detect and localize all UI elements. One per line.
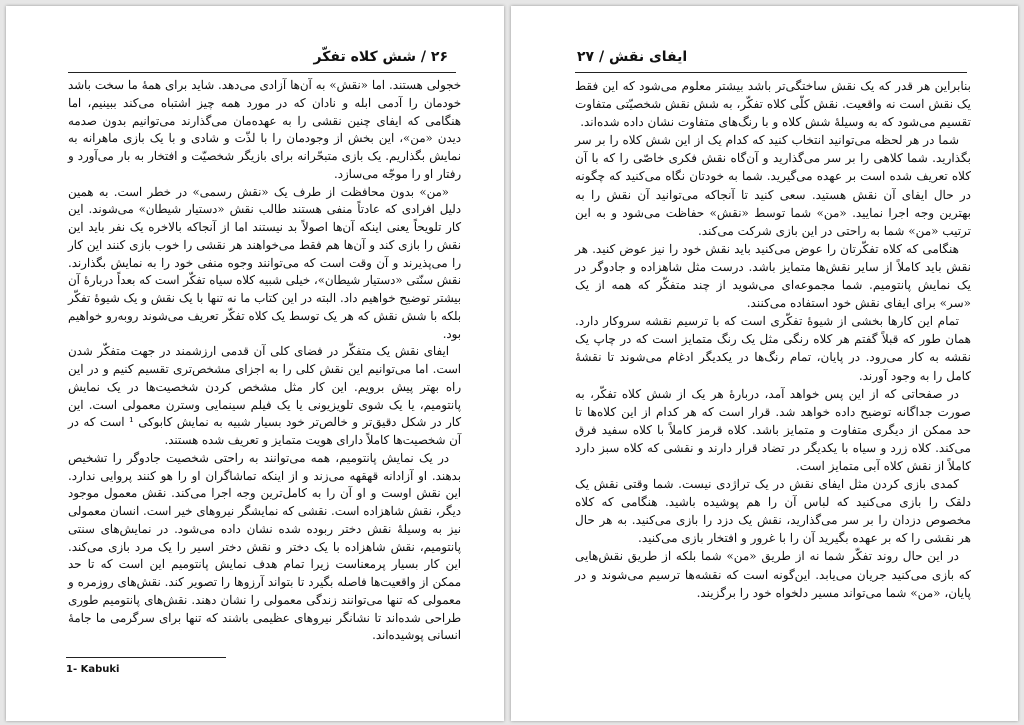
page-body	[575, 77, 971, 602]
footnote-divider	[66, 657, 226, 658]
paragraph: «من» بدون محافظت از طرف یک «نقش رسمی» در خطر است. به همین دلیل افرادی که عادتاً منفی هستند طالب نقش «دستیار شیطان» می‌شوند. این کار تلویحاً یعنی اینکه آن‌ها اصولاً بد نیستند اما از آنجاکه بالاخره یک نفر باید این نقش را بازی کند و آن‌ها هم فقط می‌خواهند هر نقشی را خوب بازی کنند این کار را می‌پذیرند و آن وقت است که می‌توانند وجوه منفی خود را به نمایش بگذارند. نقش سنّتی «دستیار شیطان»، خیلی شبیه کلاه سیاه تفکّر است که بعداً دربارهٔ آن بیشتر توضیح خواهیم داد. البته در این کتاب ما نه تنها با یک نقش و یک شیوهٔ تفکّر بلکه با شش نقش که هر یک توسط یک کلاه تفکّر تعریف می‌شوند روبه‌رو خواهیم بود.	[68, 184, 461, 341]
page-header: ایفای نقش / ۲۷	[577, 49, 688, 65]
right-page	[511, 6, 1018, 721]
left-page	[6, 6, 504, 721]
page-body	[68, 77, 461, 645]
paragraph: هنگامی که کلاه تفکّرتان را عوض می‌کنید باید نقش خود را نیز عوض کنید. هر نقش باید کاملاً از سایر نقش‌ها متمایز باشد. درست مثل شاهزاده و جادوگر در یک نمایش پانتومیم. شما مجموعه‌ای می‌شوید از چند متفکّر که همه از یک «سر» برای ایفای نقش خود استفاده می‌کنند.	[575, 241, 971, 311]
paragraph: تمام این کارها بخشی از شیوهٔ تفکّری است که با ترسیم نقشه سروکار دارد. همان طور که قبلاً گفتم هر کلاه رنگی مثل یک رنگ متمایز است که در چاپ یک نقشه به کار می‌رود. در پایان، تمام رنگ‌ها در یکدیگر ادغام می‌شوند تا نقشهٔ کامل را به وجود آورند.	[575, 314, 971, 383]
paragraph: کمدی بازی کردن مثل ایفای نقش در یک تراژدی نیست. شما وقتی نقش یک دلقک را بازی می‌کنید که لباس آن را هم پوشیده باشید. هنگامی که کلاه مخصوص دزدان را بر سر می‌گذارید، نقش یک دزد را بازی می‌کنید. به هر حال هر نقشی را که بر عهده بگیرید آن را با غرور و افتخار بازی می‌کنید.	[575, 477, 971, 546]
footnote: 1- Kabuki	[66, 664, 120, 675]
paragraph: بنابراین هر قدر که یک نقش ساختگی‌تر باشد بیشتر معلوم می‌شود که این فقط یک نقش است نه واقعیت. نقش کلّی کلاه تفکّر، به شش نقش شخصیّتی متفاوت تقسیم می‌شود که به وسیلهٔ شش کلاه و با رنگ‌های متفاوت نشان داده شده‌اند.	[575, 79, 972, 130]
page-header: ۲۶ / شش کلاه تفکّر	[313, 49, 448, 65]
header-divider	[575, 72, 967, 73]
paragraph: در این حال روند تفکّر شما نه از طریق «من» شما بلکه از طریق نقش‌هایی که بازی می‌کنید جریان می‌یابد. این‌گونه است که نقشه‌ها ترسیم می‌شوند و در پایان، «من» شما می‌تواند مسیر دلخواه خود را برگزیند.	[575, 549, 971, 600]
paragraph: ایفای نقش یک متفکّر در فضای کلی آن قدمی ارزشمند در جهت متفکّر شدن است. اما می‌توانیم این نقش کلی را به اجزای مشخص‌تری تقسیم کنیم و در این راه بهتر پیش برویم. این کار مثل مشخص کردن شخصیت‌ها در یک نمایش پانتومیم، یا یک شوی تلویزیونی یا یک فیلم سینمایی وسترن معمولی است. این کار در شکل دقیق‌تر و خالص‌تر خود بسیار شبیه به نمایش کابوکی ¹ است که در آن شخصیت‌ها کاملاً دارای هویت متمایز و تعریف شده هستند.	[68, 344, 461, 447]
paragraph: در صفحاتی که از این پس خواهد آمد، دربارهٔ هر یک از شش کلاه تفکّر، به صورت جداگانه توضیح داده خواهد شد. قرار است که هر کدام از این کلاه‌ها تا حد ممکن از دیگری متفاوت و متمایز باشد. کلاه قرمز کاملاً با کلاه سفید فرق می‌کند. کلاه زرد و سیاه با یکدیگر در تضاد قرار دارند و نقشی که کلاه سبز دارد کاملاً از نقش کلاه آبی متمایز است.	[575, 386, 971, 473]
paragraph: شما در هر لحظه می‌توانید انتخاب کنید که کدام یک از این شش کلاه را بر سر بگذارید. شما کلاهی را بر سر می‌گذارید و آن‌گاه نقش فکری خاصّی را که با آن کلاه تعریف شده است بر عهده می‌گیرید. شما به خودتان نگاه می‌کنید که چگونه در حال ایفای آن نقش هستید. سعی کنید تا آنجاکه می‌توانید آن نقش را به بهترین وجه اجرا نمایید. «من» شما توسط «نقش» حفاظت می‌شود و به این ترتیب «من» شما به راحتی در این بازی شرکت می‌کند.	[575, 133, 971, 238]
paragraph: در یک نمایش پانتومیم، همه می‌توانند به راحتی شخصیت جادوگر را تشخیص بدهند. او آزادانه قهقهه می‌زند و از اینکه تماشاگران او را هو کنند پروایی ندارد. این نقش اوست و او آن را به کامل‌ترین وجه اجرا می‌کند. نقش معمول موجود دیگر، نقش شاهزاده است. نقشی که نمایشگر نیروهای خیر است. انسان معمولی نیز به وسیلهٔ نقش دختر ربوده شده نشان داده می‌شود. در نمایش‌های سنتی پانتومیم، نقش شاهزاده با یک دختر و نقش دختر اسیر را یک مرد بازی می‌کند. این کار بسیار پرمعناست زیرا تمام هدف نمایش پانتومیم این است که تا حد ممکن از واقعیت‌ها فاصله بگیرد تا بتواند آرزوها را تصویر کند. نقش‌های روزمره و معمولی که تنها می‌توانند زندگی معمولی را نشان دهند. نقش‌های پانتومیم طوری طراحی شده‌اند تا نشانگر نیروهای عظیمی باشند که تنها برای سرگرمی ما جامهٔ انسانی پوشیده‌اند.	[68, 450, 461, 643]
header-divider	[68, 72, 456, 73]
paragraph: خجولی هستند. اما «نقش» به آن‌ها آزادی می‌دهد. شاید برای همهٔ ما سخت باشد خودمان را آدمی ابله و نادان که در مورد همه چیز اشتباه می‌کند ببینیم، اما هنگامی که ایفای چنین نقشی را به عهده‌مان می‌گذارند می‌توانیم بدون صدمه دیدن «من»، این بخش از وجودمان را با لذّت و شادی و با یک بازی ماهرانه به نمایش بگذاریم. یک بازی متبحّرانه برای بازیگر شخصیّت و افتخار به بار می‌آورد و رفتار او را موجّه می‌سازد.	[68, 78, 461, 181]
